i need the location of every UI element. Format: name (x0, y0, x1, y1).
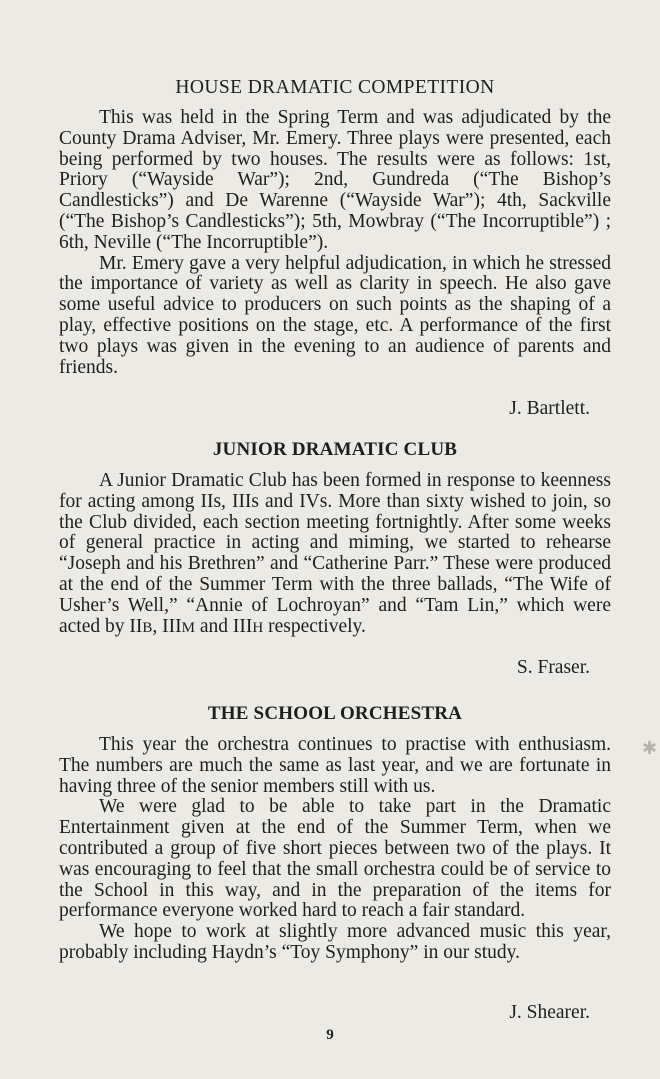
paragraph (59, 471, 611, 638)
paragraph: This was held in the Spring Term and was adjudicated by the County Drama Adviser, Mr. Emery. Three plays were presented, each being performed by two houses. The results were as follows: 1st, Priory (“Wayside War”); 2nd, Gundreda (“The Bishop’s Candlesticks”) and De Warenne (“Wayside War”); 4th, Sackville (“The Bishop’s Candlesticks”); 5th, Mowbray (“The Incorruptible”) ; 6th, Neville (“The Incorruptible”). (59, 107, 611, 253)
signature: S. Fraser. (516, 657, 590, 678)
section-body-junior-dramatic-club (59, 471, 611, 638)
separator: , (152, 615, 163, 637)
signature: J. Shearer. (509, 1002, 590, 1023)
signature: J. Bartlett. (509, 398, 590, 419)
section-heading-the-school-orchestra: THE SCHOOL ORCHESTRA (207, 703, 463, 724)
paper-speck-mark: ✱ (642, 738, 658, 758)
section-body-the-school-orchestra (59, 735, 611, 964)
form-ref-iib: IIB (129, 615, 153, 637)
separator: and (194, 615, 233, 637)
paragraph: Mr. Emery gave a very helpful adjudication, in which he stressed the importance of variety as well as clarity in speech. He also gave some useful advice to producers on such points as the shaping of a play, effective positions on the stage, etc. A performance of the first two plays was given in the evening to an audience of parents and friends. (59, 252, 611, 378)
paragraph-ending: respectively. (263, 615, 366, 637)
paragraph: This year the orchestra continues to practise with enthusiasm. The numbers are much the same as last year, and we are fortunate in having three of the senior members still with us. (59, 734, 611, 797)
paragraph: We hope to work at slightly more advanced music this year, probably including Haydn’s “Toy Symphony” in our study. (59, 921, 611, 963)
page-number: 9 (326, 1027, 334, 1043)
section-heading-junior-dramatic-club: JUNIOR DRAMATIC CLUB (212, 439, 458, 460)
paragraph-text: A Junior Dramatic Club has been formed in response to keenness for acting among IIs, IIIs and IVs. More than sixty wished to join, so the Club divided, each section meeting fortnightly. After some weeks of general practice in acting and miming, we started to rehearse “Joseph and his Brethren” and “Catherine Parr.” These were produced at the end of the Summer Term with the three ballads, “The Wife of Usher’s Well,” “Annie of Lochroyan” and “Tam Lin,” which were acted by (59, 470, 611, 637)
section-body-house-dramatic-competition (59, 108, 611, 378)
form-ref-iiih: IIIH (232, 615, 264, 637)
section-heading-house-dramatic-competition: HOUSE DRAMATIC COMPETITION (175, 77, 495, 98)
form-ref-iiim: IIIM (162, 615, 195, 637)
paragraph: We were glad to be able to take part in the Dramatic Entertainment given at the end of the Summer Term, when we contributed a group of five short pieces between two of the plays. It was encouraging to feel that the small orchestra could be of service to the School in this way, and in the preparation of the items for performance everyone worked hard to reach a fair standard. (59, 796, 611, 922)
